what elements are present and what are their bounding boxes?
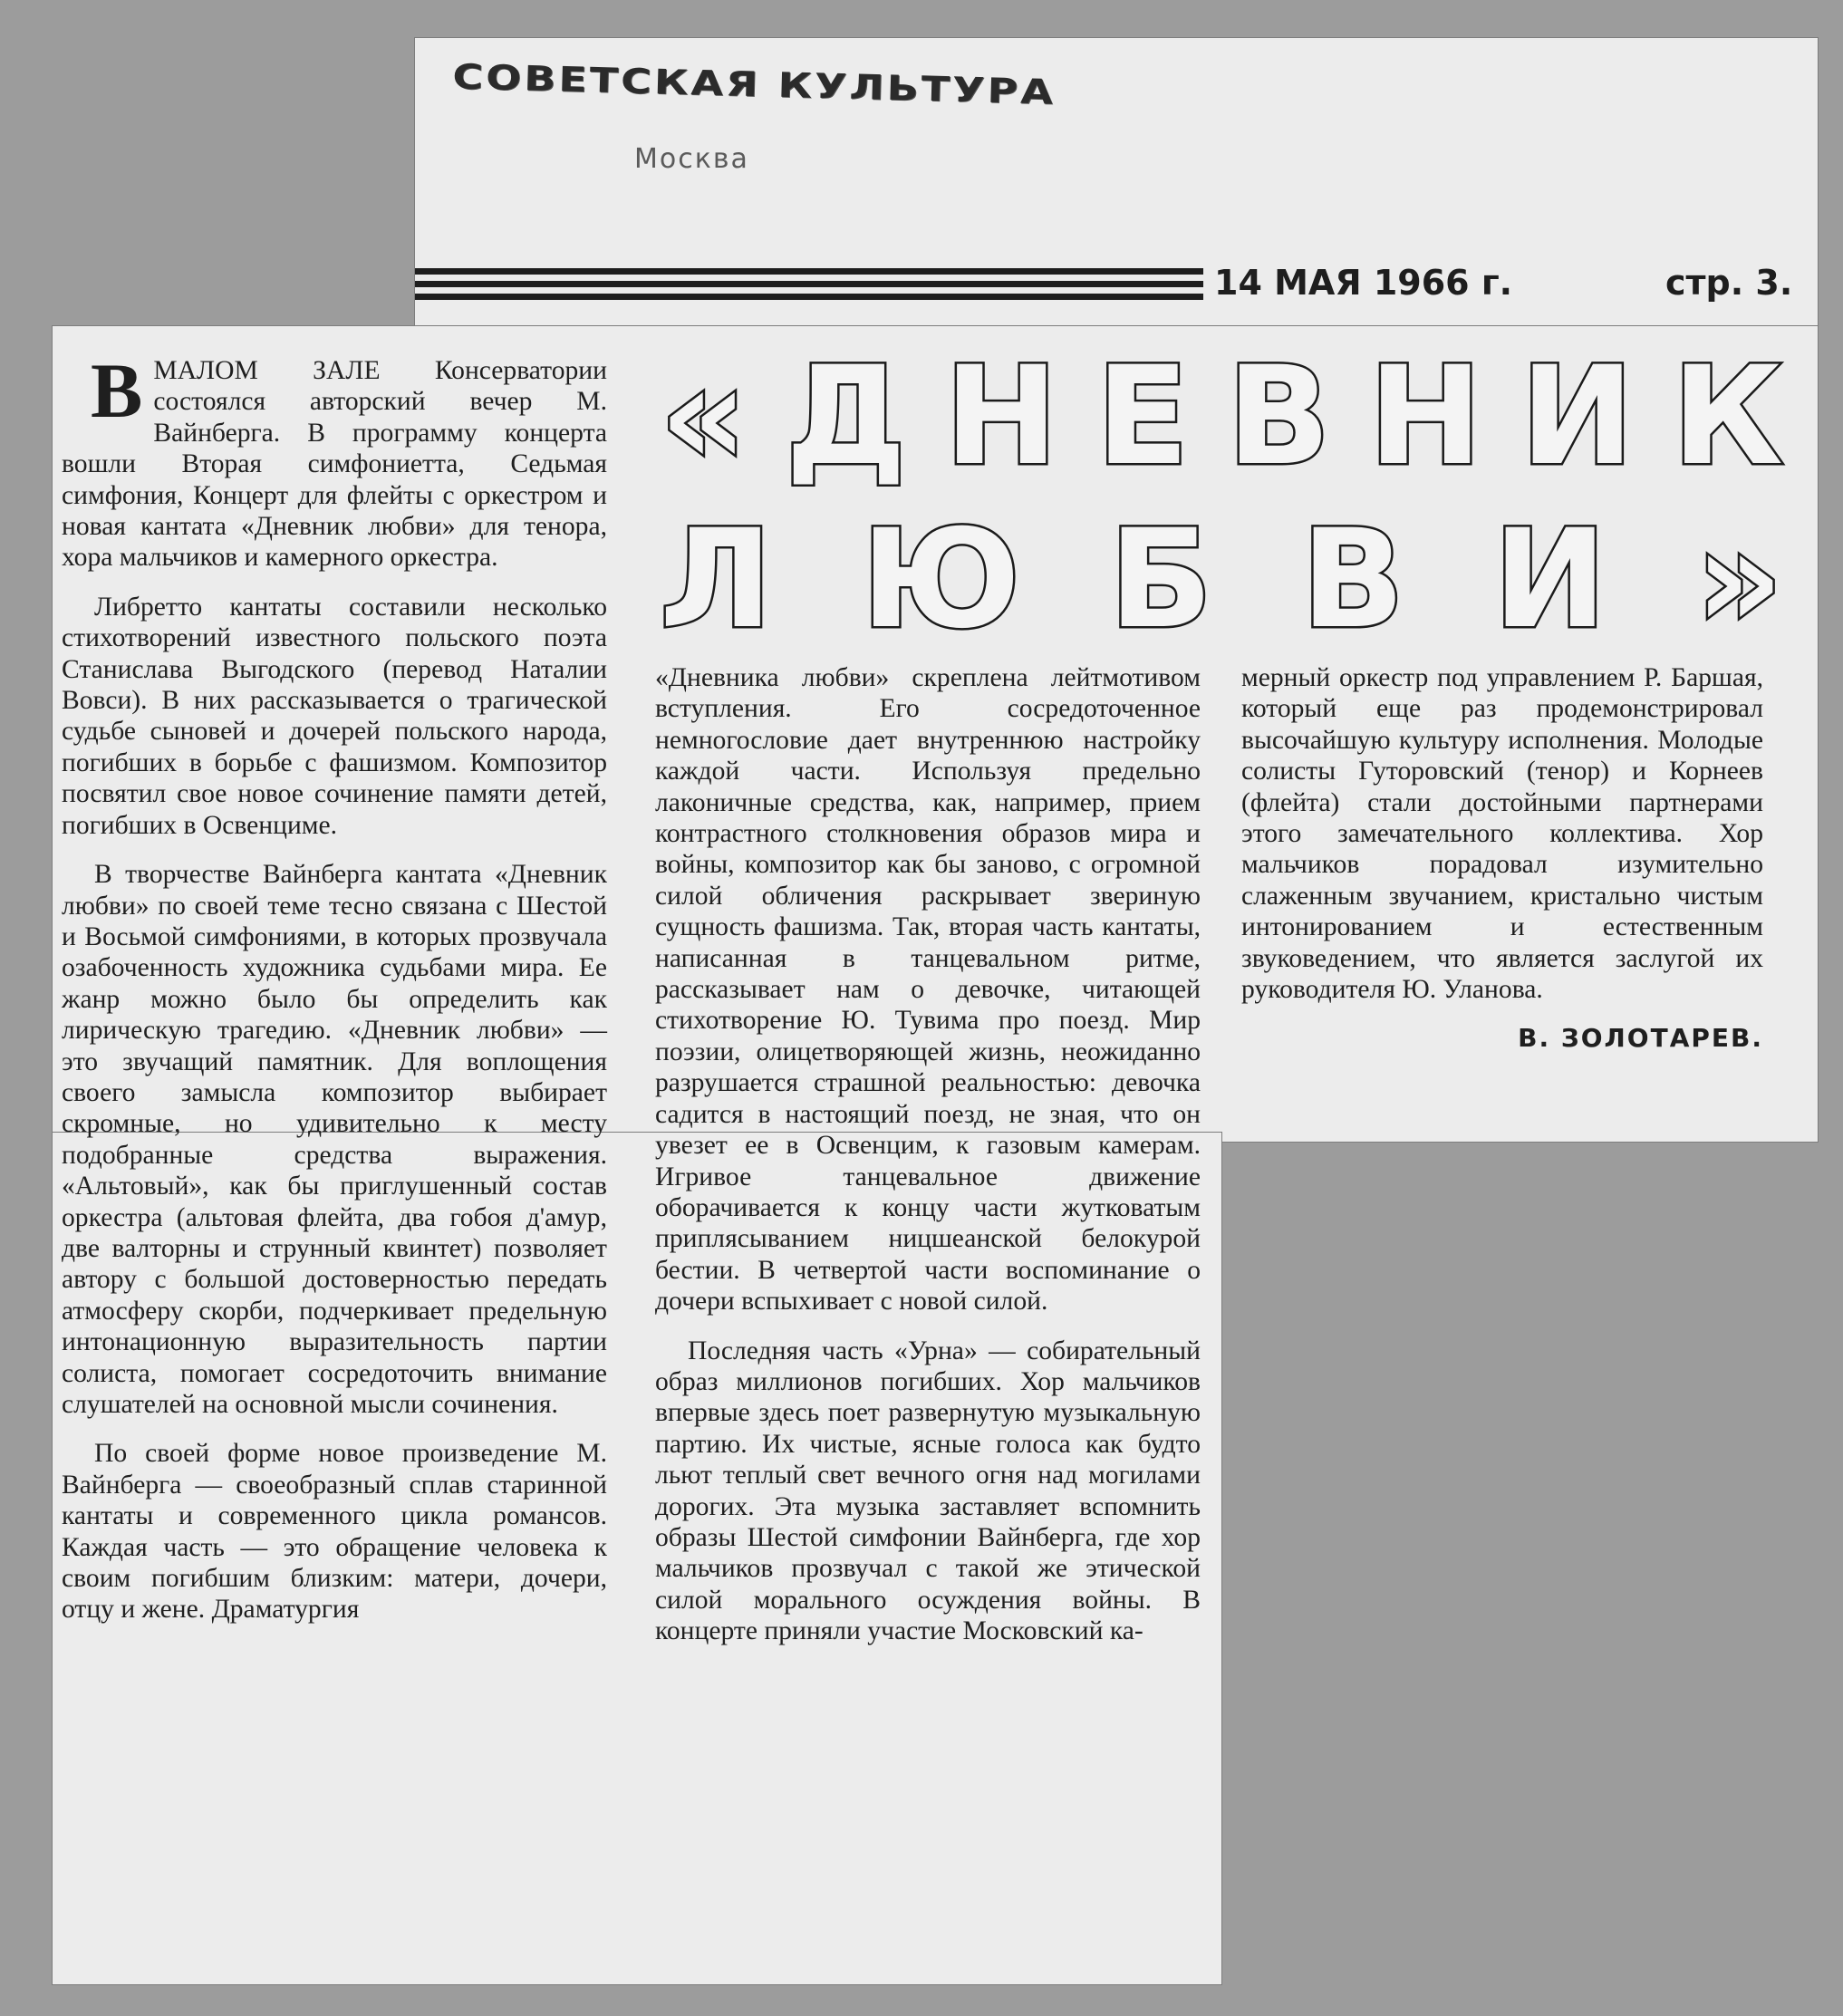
article-paragraph: Либретто кантаты составили несколько стихотворений известного польского поэта Станислава Выгодского (перевод Наталии Вовси). В них рассказывается о трагической судьбе сыновей и дочерей польского народа, погибших в борьбе с фашизмом. Композитор посвятил свое новое сочинение памяти детей, погибших в Освенциме. — [62, 592, 607, 840]
article-paragraph: По своей форме новое произведение М. Вайнберга — своеобразный сплав старинной кантаты и современного цикла романсов. Каждая часть — это обращение человека к своим погибшим близким: матери, дочери, отцу и жене. Драматургия — [62, 1439, 607, 1625]
article-column-1 — [62, 347, 607, 1644]
page-number: стр. 3. — [1665, 263, 1793, 303]
paragraph-text: МАЛОМ ЗАЛЕ Консерватории состоялся авторский вечер М. Вайнберга. В программу концерта вошли Вторая симфониетта, Седьмая симфония, Концерт для флейты с оркестром и новая кантата «Дневник любви» для тенора, хора мальчиков и камерного оркестра. — [62, 356, 607, 573]
headline-letter: Б — [1108, 501, 1213, 659]
headline-letter: « — [660, 338, 748, 496]
drop-cap: В — [91, 347, 143, 434]
article-column-2 — [655, 662, 1201, 1665]
author-signature: В. ЗОЛОТАРЕВ. — [1518, 1023, 1763, 1054]
article-column-3 — [1241, 662, 1763, 1055]
headline-letter: И — [1520, 338, 1635, 496]
headline-letter: Ю — [861, 501, 1021, 659]
masthead-rule-3 — [415, 294, 1203, 300]
headline-letter: Л — [660, 501, 773, 659]
headline-letter: Е — [1095, 338, 1190, 496]
headline-letter: В — [1227, 338, 1331, 496]
masthead-rule-2 — [415, 281, 1203, 287]
article-paragraph — [62, 347, 607, 574]
headline-letter: Д — [785, 338, 907, 496]
article-paragraph: «Дневника любви» скреплена лейтмотивом вступления. Его сосредоточенное немногословие дает внутреннюю настройку каждой части. Используя предельно лаконичные средства, как, например, прием контрастного столкновения образов мира и войны, композитор как бы заново, с огромной силой обличения раскрывает звериную сущность фашизма. Так, вторая часть кантаты, написанная в танцевальном ритме, рассказывает нам о девочке, читающей стихотворение Ю. Тувима про поезд. Мир поэзии, олицетворяющей жизнь, неожиданно разрушается страшной реальностью: девочка садится в настоящий поезд, не зная, что он увезет ее в Освенцим, к газовым камерам. Игривое танцевальное движение оборачивается к концу части жутковатым приплясыванием ницшеанской белокурой бестии. В четвертой части воспоминание о дочери вспыхивает с новой силой. — [655, 663, 1201, 1317]
headline-letter: И — [1492, 501, 1607, 659]
article-paragraph: Последняя часть «Урна» — собирательный образ миллионов погибших. Хор мальчиков впервые здесь поет развернутую музыкальную партию. Их чистые, ясные голоса как будто льют теплый свет вечного огня над могилами дорогих. Эта музыка заставляет вспомнить образы Шестой симфонии Вайнберга, где хор мальчиков прозвучал с такой же этической силой морального осуждения войны. В концерте приняли участие Московский ка- — [655, 1336, 1201, 1646]
headline-letter: К — [1672, 338, 1783, 496]
headline-letter: Н — [1368, 338, 1482, 496]
newspaper-stamp: СОВЕТСКАЯ КУЛЬТУРА — [451, 56, 1057, 112]
article-paragraph: мерный оркестр под управлением Р. Баршая, который еще раз продемонстрировал высочайшую культуру исполнения. Молодые солисты Гуторовский (тенор) и Корнеев (флейта) стали достойными партнерами этого замечательного коллектива. Хор мальчиков порадовал изумительно слаженным звучанием, кристально чистым интонированием и естественным звуковедением, что является заслугой их руководителя Ю. Уланова. — [1241, 663, 1763, 1005]
headline-line-2 — [660, 501, 1783, 659]
headline-letter: » — [1695, 501, 1783, 659]
issue-date: 14 МАЯ 1966 г. — [1214, 263, 1513, 303]
headline-letter: Н — [944, 338, 1058, 496]
article-paragraph: В творчестве Вайнберга кантата «Дневник любви» по своей теме тесно связана с Шестой и Восьмой симфониями, в которых прозвучала озабоченность художника судьбами мира. Ее жанр можно было бы определить как лирическую трагедию. «Дневник любви» — это звучащий памятник. Для воплощения своего замысла композитор выбирает скромные, но удивительно к месту подобранные средства выражения. «Альтовый», как бы приглушенный состав оркестра (альтовая флейта, два гобоя д'амур, две валторны и струнный квинтет) позволяет автору с большой достоверностью передать атмосферу скорби, подчеркивает предельную интонационную выразительность партии солиста, помогает сосредоточить внимание слушателей на основной мысли сочинения. — [62, 860, 607, 1419]
headline-letter: В — [1300, 501, 1405, 659]
masthead-rule-1 — [415, 268, 1203, 275]
headline-line-1 — [660, 338, 1783, 496]
stamp-city: Москва — [634, 143, 749, 175]
